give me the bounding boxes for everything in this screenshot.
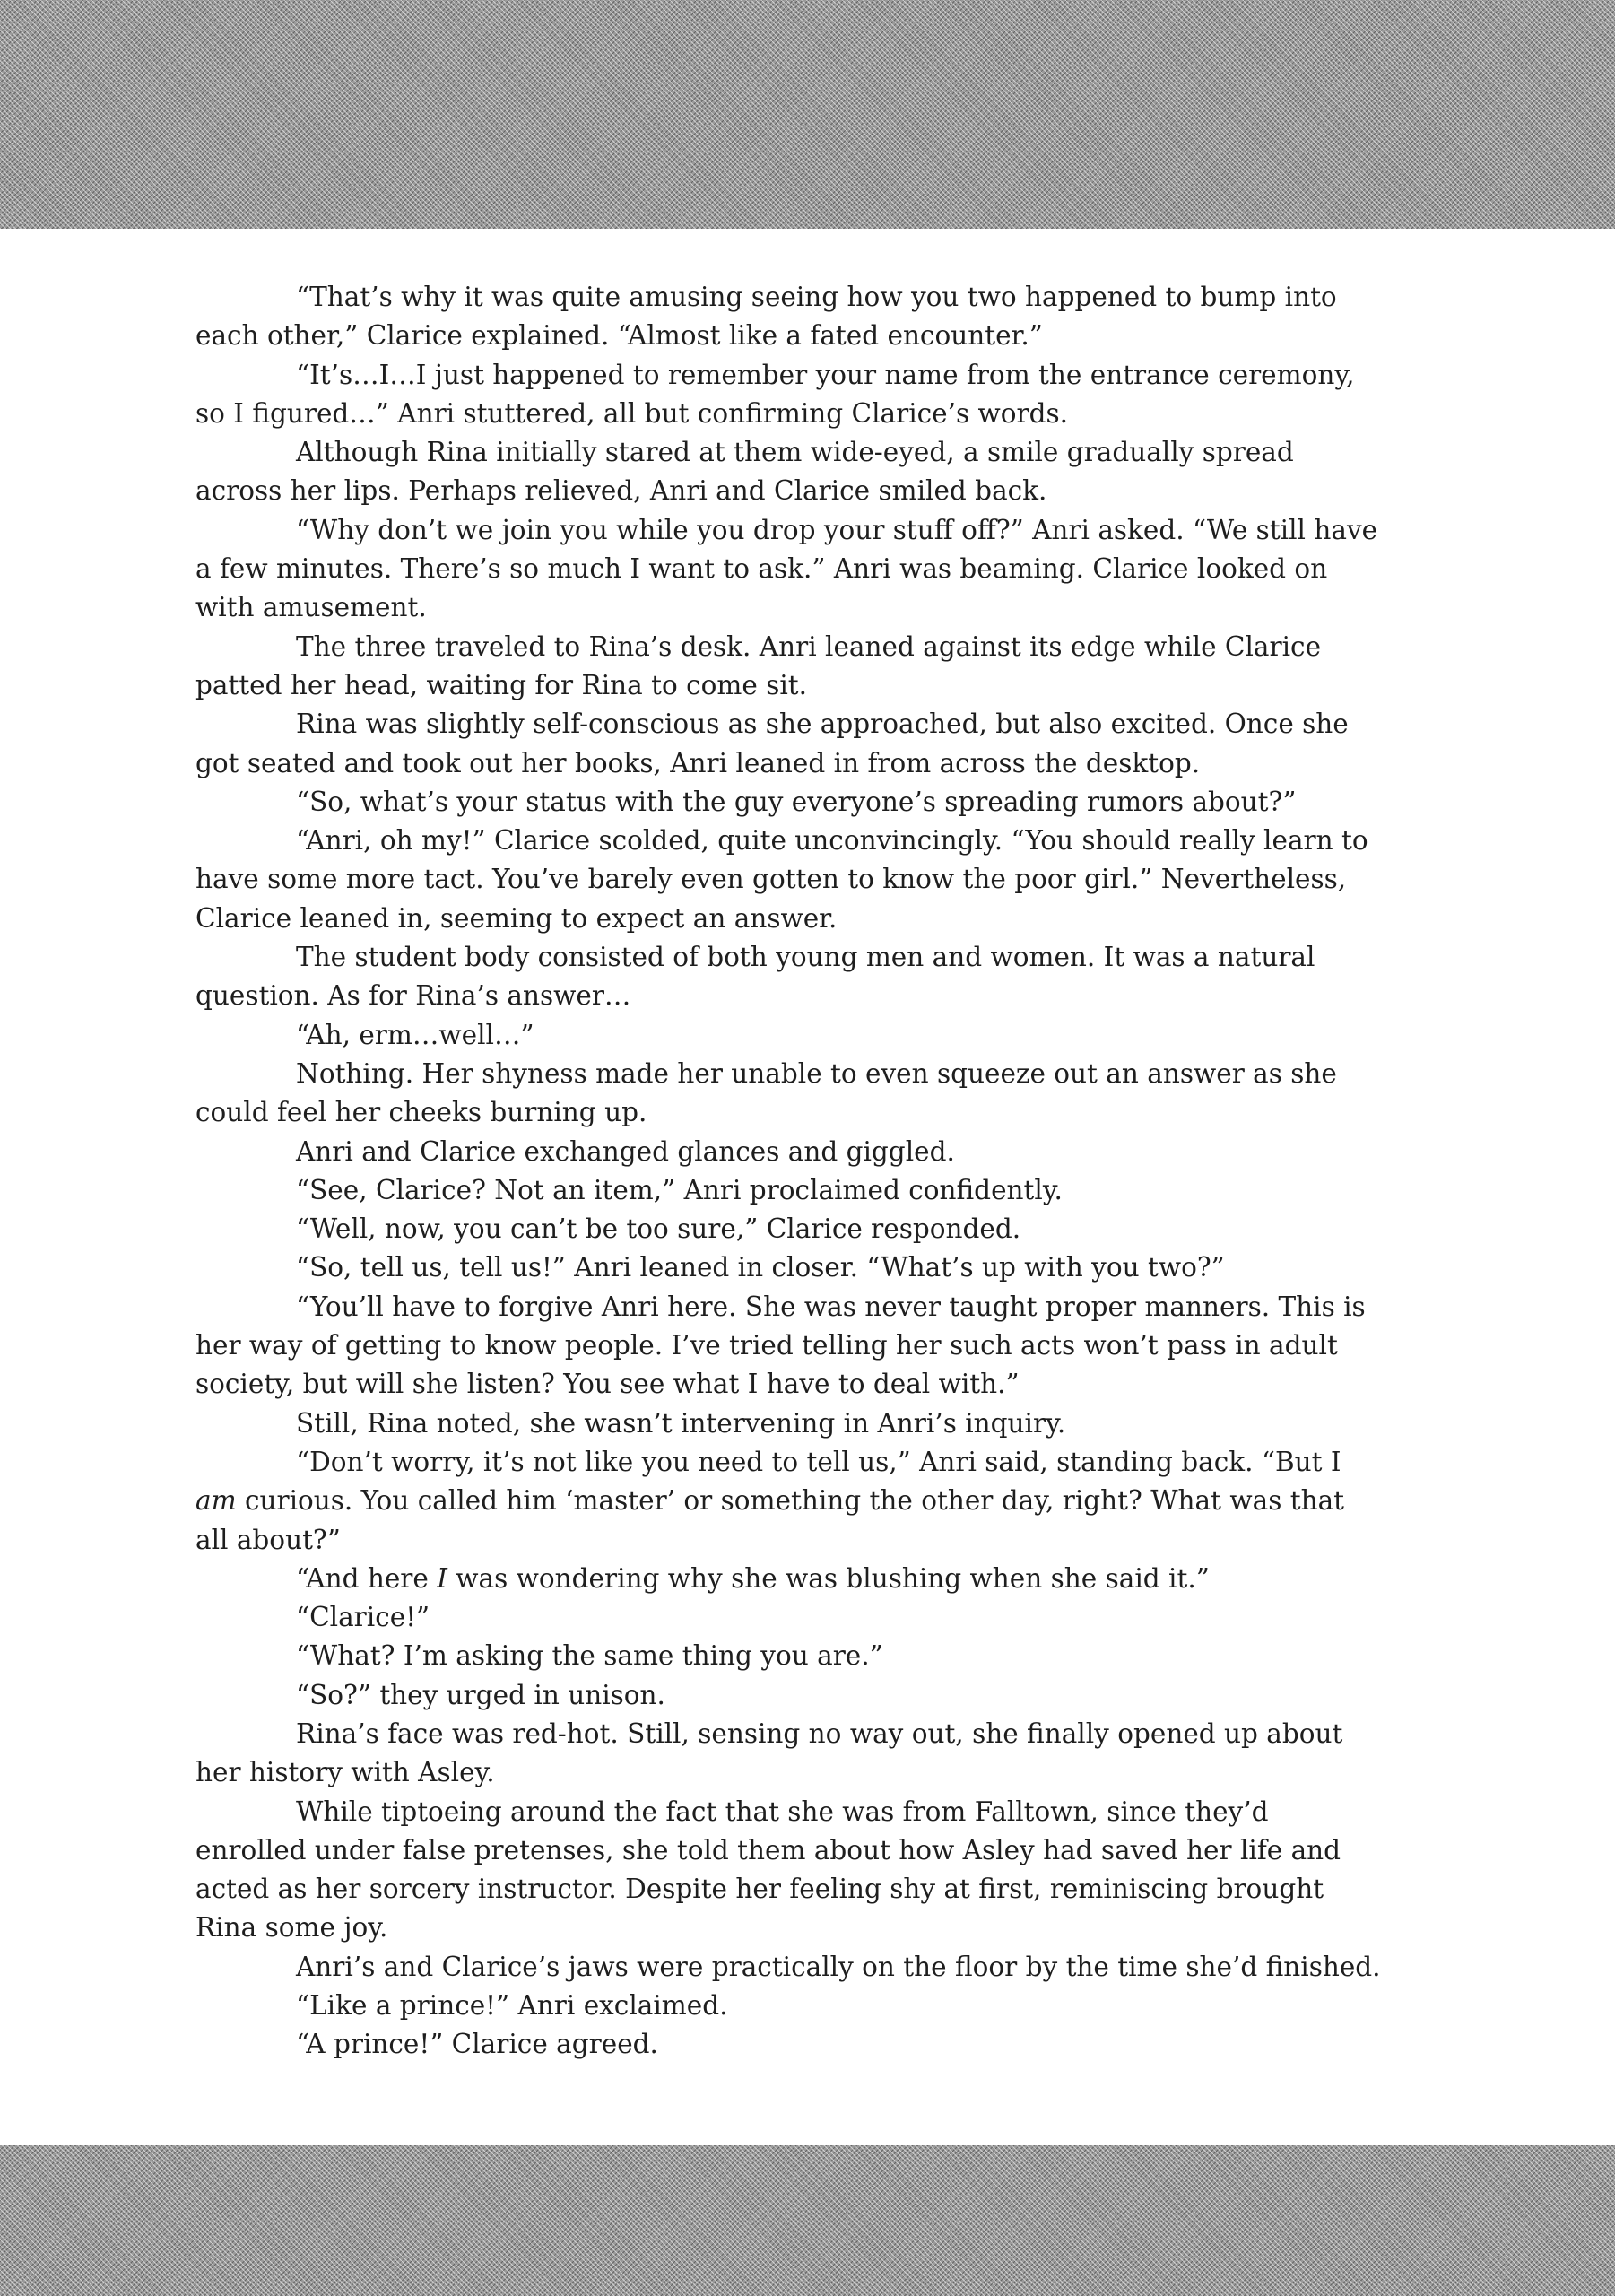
top-screentone-band [0, 0, 1615, 229]
paragraph: “See, Clarice? Not an item,” Anri proclaimed confidently. [296, 1174, 1063, 1205]
paragraph: The three traveled to Rina’s desk. Anri leaned against its edge while Clarice patted her head, waiting for Rina to come sit. [195, 631, 1322, 700]
paragraph: “What? I’m asking the same thing you are.” [296, 1640, 883, 1672]
page-body [195, 278, 1383, 2065]
paragraph: Still, Rina noted, she wasn’t intervening in Anri’s inquiry. [296, 1407, 1066, 1439]
paragraph [195, 1560, 1383, 1598]
paragraph: Anri and Clarice exchanged glances and giggled. [296, 1135, 955, 1167]
paragraph: “It’s…I…I just happened to remember your name from the entrance ceremony, so I figured…” Anri stuttered, all but confirming Clarice’s words. [195, 359, 1355, 429]
paragraph: The student body consisted of both young men and women. It was a natural question. As for Rina’s answer… [195, 942, 1315, 1012]
text-run: curious. You called him ‘master’ or something the other day, right? What was that all about?” [195, 1485, 1345, 1555]
text-run: “And here [296, 1562, 438, 1594]
paragraph: “That’s why it was quite amusing seeing how you two happened to bump into each other,” Clarice explained. “Almost like a fated encounter.” [195, 282, 1337, 352]
emphasis-text: am [195, 1485, 237, 1517]
paragraph: “Like a prince!” Anri exclaimed. [296, 1990, 728, 2022]
paragraph: “So, tell us, tell us!” Anri leaned in closer. “What’s up with you two?” [296, 1252, 1225, 1283]
paragraph: “Ah, erm…well…” [296, 1019, 534, 1050]
bottom-screentone-band [0, 2145, 1615, 2296]
paragraph: “So?” they urged in unison. [296, 1679, 665, 1710]
paragraph: “Anri, oh my!” Clarice scolded, quite unconvincingly. “You should really learn to have some more tact. You’ve barely even gotten to know the poor girl.” Nevertheless, Clarice leaned in, seeming to expect an answer. [195, 825, 1368, 934]
paragraph [195, 1443, 1383, 1560]
paragraph: Anri’s and Clarice’s jaws were practically on the floor by the time she’d finished. [296, 1951, 1381, 1982]
text-run: “Don’t worry, it’s not like you need to tell us,” Anri said, standing back. “But I [296, 1446, 1341, 1477]
text-run: was wondering why she was blushing when she said it.” [447, 1562, 1210, 1594]
paragraph: Rina was slightly self-conscious as she approached, but also excited. Once she got seated and took out her books, Anri leaned in from across the desktop. [195, 709, 1349, 778]
paragraph: Rina’s face was red-hot. Still, sensing no way out, she finally opened up about her history with Asley. [195, 1718, 1343, 1788]
emphasis-text: I [437, 1562, 447, 1594]
paragraph: “Clarice!” [296, 1602, 430, 1633]
paragraph: “Why don’t we join you while you drop your stuff off?” Anri asked. “We still have a few minutes. There’s so much I want to ask.” Anri was beaming. Clarice looked on with amusement. [195, 514, 1378, 623]
paragraph: “A prince!” Clarice agreed. [296, 2029, 658, 2060]
paragraph: “Well, now, you can’t be too sure,” Clarice responded. [296, 1213, 1021, 1245]
paragraph: While tiptoeing around the fact that she was from Falltown, since they’d enrolled under false pretenses, she told them about how Asley had saved her life and acted as her sorcery instructor. Despite her feeling shy at first, reminiscing brought Rina some joy. [195, 1796, 1341, 1944]
paragraph: “You’ll have to forgive Anri here. She was never taught proper manners. This is her way of getting to know people. I’ve tried telling her such acts won’t pass in adult society, but will she listen? You see what I have to deal with.” [195, 1291, 1366, 1400]
paragraph: Although Rina initially stared at them wide-eyed, a smile gradually spread across her lips. Perhaps relieved, Anri and Clarice smiled back. [195, 437, 1294, 507]
paragraph: “So, what’s your status with the guy everyone’s spreading rumors about?” [296, 786, 1297, 817]
paragraph: Nothing. Her shyness made her unable to even squeeze out an answer as she could feel her cheeks burning up. [195, 1057, 1337, 1128]
